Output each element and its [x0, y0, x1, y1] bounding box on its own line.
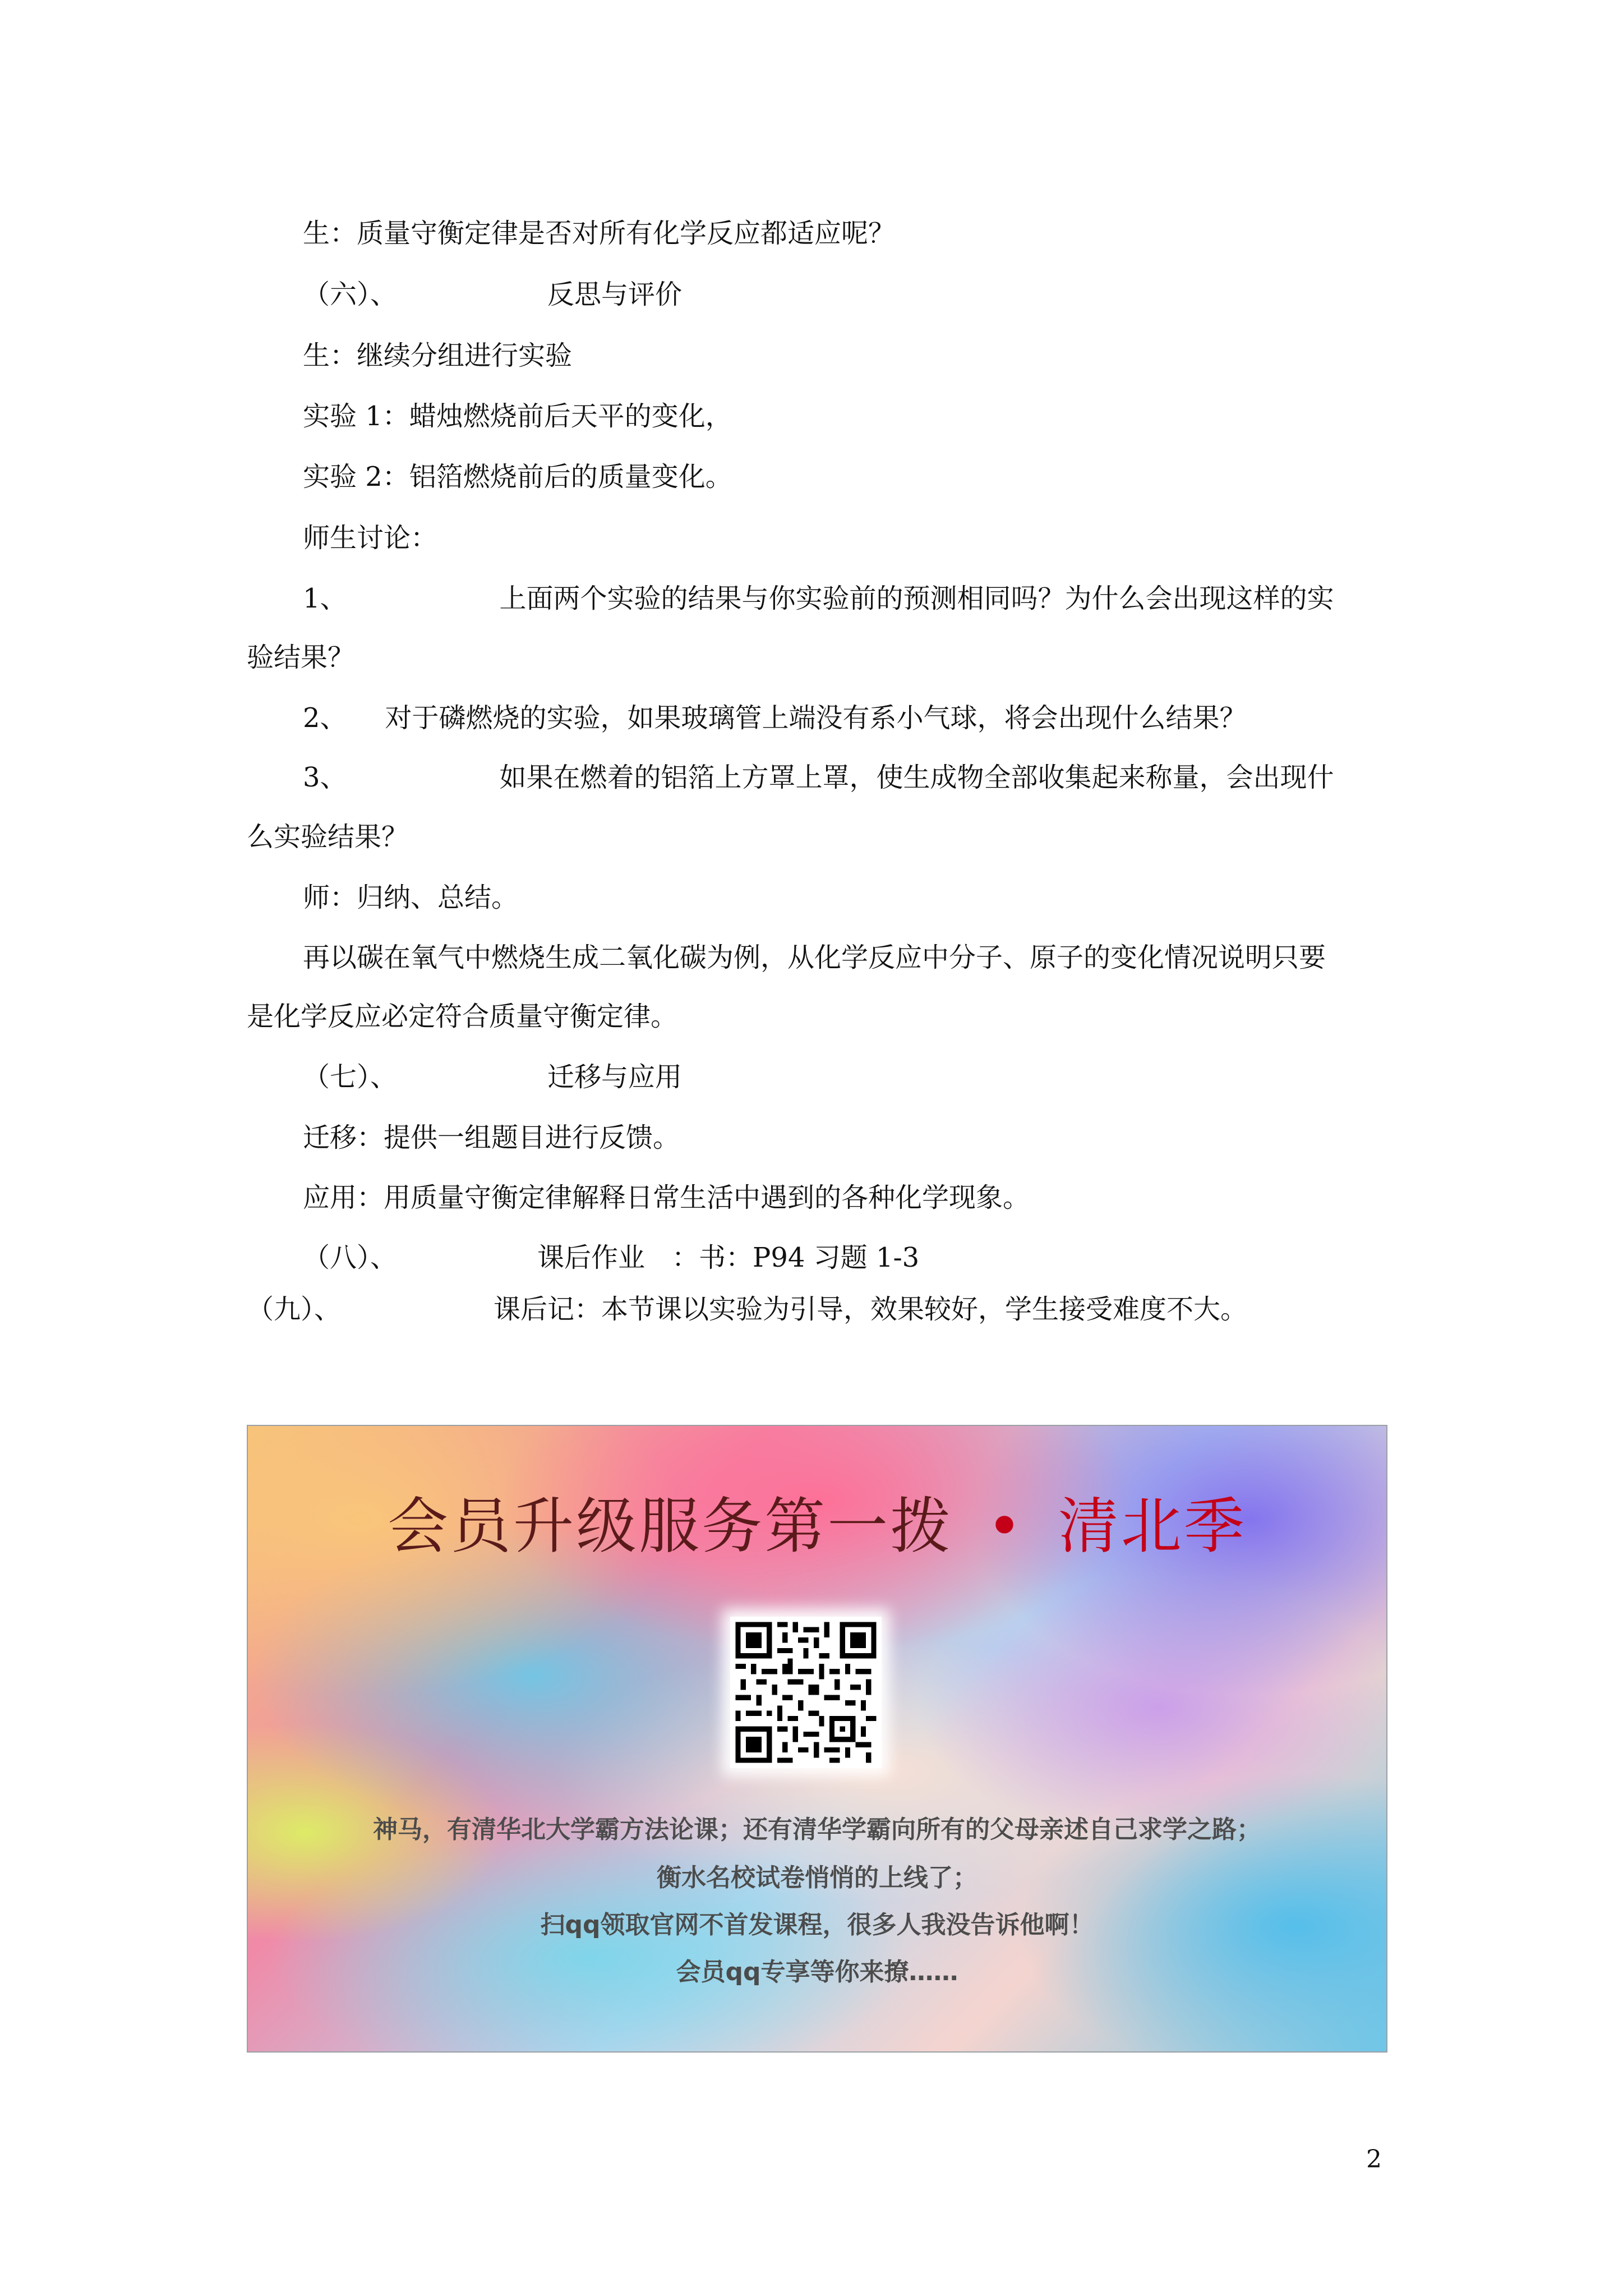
banner-text-line-2: 衡水名校试卷悄悄的上线了； — [657, 1864, 978, 1892]
doc-line-application: 应用：用质量守衡定律解释日常生活中遇到的各种化学现象。 — [303, 1182, 1030, 1213]
discussion-item-3 — [303, 761, 1334, 794]
banner-title — [248, 1490, 1386, 1563]
discussion-item-3-number: 3、 — [303, 762, 347, 793]
qr-code-icon[interactable] — [730, 1617, 882, 1768]
banner-title-part2: 清北季 — [1058, 1492, 1247, 1562]
doc-paragraph-carbon-cont: 是化学反应必定符合质量守衡定律。 — [247, 1001, 678, 1032]
section-seven-number: （七）、 — [303, 1061, 398, 1093]
doc-line-6: 师生讨论： — [303, 522, 438, 554]
section-nine-number: （九）、 — [247, 1294, 342, 1325]
discussion-item-3-cont: 么实验结果？ — [247, 821, 409, 853]
section-six-number: （六）、 — [303, 279, 398, 310]
section-seven-heading — [303, 1060, 682, 1094]
section-eight-number: （八）、 — [303, 1242, 398, 1273]
banner-text-line-3: 扫qq领取官网不首发课程，很多人我没告诉他啊！ — [540, 1911, 1094, 1939]
discussion-item-1 — [303, 582, 1334, 615]
doc-line-3: 生：继续分组进行实验 — [303, 340, 573, 371]
doc-paragraph-carbon: 再以碳在氧气中燃烧生成二氧化碳为例，从化学反应中分子、原子的变化情况说明只要 — [303, 942, 1326, 973]
discussion-item-3-text: 如果在燃着的铝箔上方罩上罩，使生成物全部收集起来称量，会出现什 — [499, 762, 1334, 793]
banner-title-part1: 会员升级服务第一拨 — [388, 1492, 953, 1562]
doc-line-teacher-summary: 师：归纳、总结。 — [303, 882, 519, 913]
section-nine-heading — [247, 1292, 1247, 1326]
section-six-heading — [303, 278, 682, 311]
discussion-item-1-number: 1、 — [303, 583, 347, 614]
banner-text-line-4: 会员qq专享等你来撩…… — [676, 1958, 958, 1986]
discussion-item-2-number: 2、 — [303, 702, 347, 734]
banner-text-line-1: 神马，有清华北大学霸方法论课；还有清华学霸向所有的父母亲述自己求学之路； — [373, 1815, 1261, 1844]
discussion-item-1-text: 上面两个实验的结果与你实验前的预测相同吗？为什么会出现这样的实 — [499, 583, 1334, 614]
qr-code-graphic — [730, 1617, 882, 1768]
section-eight-heading — [303, 1241, 919, 1274]
section-six-title: 反思与评价 — [547, 279, 683, 310]
page-number: 2 — [1366, 2145, 1382, 2174]
section-seven-title: 迁移与应用 — [547, 1061, 683, 1093]
banner-title-separator: • — [986, 1492, 1025, 1562]
discussion-item-2 — [303, 701, 1247, 735]
promo-banner[interactable] — [247, 1425, 1387, 2053]
section-eight-title: 课后作业 — [537, 1242, 645, 1273]
section-eight-detail: ：书：P94 习题 1-3 — [672, 1242, 920, 1273]
discussion-item-1-cont: 验结果？ — [247, 642, 355, 673]
discussion-item-2-text: 对于磷燃烧的实验，如果玻璃管上端没有系小气球，将会出现什么结果？ — [385, 702, 1247, 734]
doc-line-4: 实验 1：蜡烛燃烧前后天平的变化， — [303, 401, 732, 432]
doc-line-1: 生：质量守衡定律是否对所有化学反应都适应呢？ — [303, 218, 896, 249]
doc-line-transfer: 迁移：提供一组题目进行反馈。 — [303, 1122, 680, 1153]
section-nine-text: 课后记：本节课以实验为引导，效果较好，学生接受难度不大。 — [494, 1294, 1248, 1325]
doc-line-5: 实验 2：铝箔燃烧前后的质量变化。 — [303, 461, 732, 493]
